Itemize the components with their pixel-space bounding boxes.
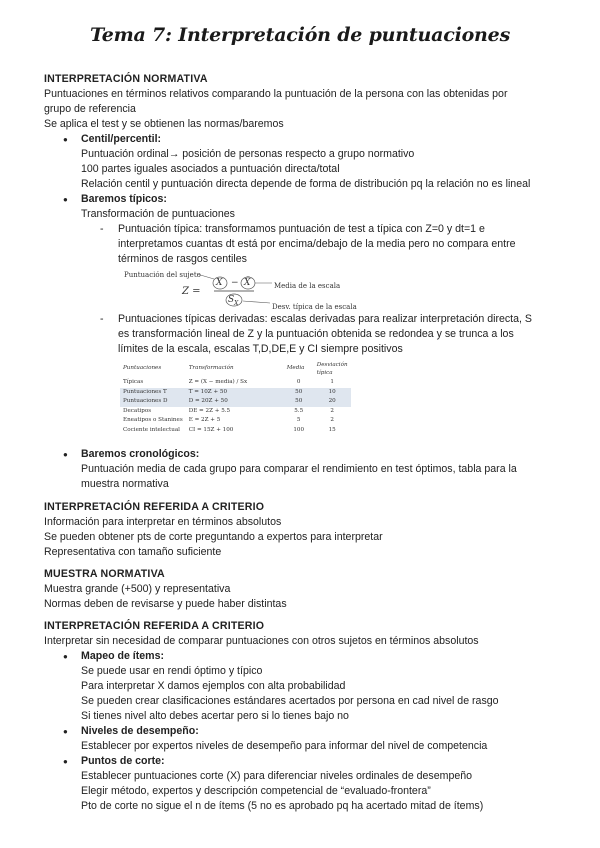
table-cell: CI = 15Z + 100 — [188, 426, 234, 433]
table-cell: 5 — [296, 417, 301, 424]
paragraph-line: Se pueden obtener pts de corte preguntando a expertos para interpretar — [44, 531, 383, 543]
table-header: Media — [286, 365, 305, 372]
heading-referida-criterio: INTERPRETACIÓN REFERIDA A CRITERIO — [44, 501, 265, 513]
list-item: Puntuación media de cada grupo para comparar el rendimiento en test óptimos, tabla para la — [81, 463, 517, 475]
list-item: Relación centil y puntuación directa depende de forma de distribución pq la relación no es lineal — [81, 178, 531, 190]
paragraph-line: Información para interpretar en términos absolutos — [44, 516, 282, 528]
table-row — [120, 407, 351, 417]
label-desv-tipica: Desv. típica de la escala — [272, 303, 357, 311]
table-cell: E = 2Z + 5 — [188, 417, 221, 424]
dash-item-puntuacion-tipica: - Puntuación típica: transformamos puntuación de test a típica con Z=0 y dt=1 e — [118, 222, 485, 237]
paragraph-line: Normas deben de revisarse y puede haber distintas — [44, 598, 287, 610]
table-cell: 20 — [314, 397, 351, 407]
paragraph-line: Interpretar sin necesidad de comparar puntuaciones con otros sujetos en términos absolutos — [44, 635, 479, 647]
table-row — [120, 416, 351, 426]
bullet-centil-label: ● Centil/percentil: — [81, 132, 161, 147]
list-item: Transformación de puntuaciones — [81, 208, 235, 220]
list-item: Pto de corte no sigue el n de ítems (5 no es aprobado pq ha acertado mitad de ítems) — [81, 800, 484, 812]
formula-xbar: X̄ — [244, 278, 251, 288]
list-item: es transformación lineal de Z y la puntuación obtenida se redondea y se trunca a los — [118, 328, 514, 340]
table-cell: DE = 2Z + 5.5 — [188, 407, 231, 414]
table-cell: 1 — [330, 379, 334, 385]
table-header: Puntuaciones — [123, 365, 162, 372]
list-item: Se puede usar en rendi óptimo y típico — [81, 665, 263, 677]
list-item: límites de la escala, escalas T,D,DE,E y CI siempre positivos — [118, 343, 403, 355]
heading-muestra-normativa: MUESTRA NORMATIVA — [44, 568, 165, 580]
table-header-row — [120, 360, 351, 378]
table-cell: D = 20Z + 50 — [186, 397, 284, 407]
paragraph-line: grupo de referencia — [44, 103, 136, 115]
list-item: Elegir método, expertos y descripción competencial de “evaluado-frontera” — [81, 785, 431, 797]
table-cell: 0 — [296, 379, 301, 385]
table-row — [120, 388, 351, 398]
label-puntuacion-sujeto: Puntuación del sujeto — [124, 271, 201, 279]
table-cell: 50 — [284, 388, 314, 398]
z-score-formula-figure — [122, 270, 357, 315]
formula-x: X — [216, 278, 223, 288]
bullet-puntos-corte-label: ● Puntos de corte: — [81, 754, 165, 769]
page-title: Tema 7: Interpretación de puntuaciones — [89, 24, 511, 46]
dash-item-puntuaciones-derivadas: - Puntuaciones típicas derivadas: escalas derivadas para realizar interpretación directa, S — [118, 312, 532, 327]
table-header: Desviación típica — [316, 362, 348, 376]
formula-sx: $S_X$ — [228, 295, 239, 307]
table-cell: 100 — [293, 426, 305, 433]
table-cell: 5.5 — [294, 407, 304, 414]
list-item: términos de rasgos centiles — [118, 253, 247, 265]
list-item: Puntuación ordinal→ posición de personas respecto a grupo normativo — [81, 148, 415, 160]
formula-z: Z = — [182, 286, 201, 297]
table-cell: 2 — [330, 407, 334, 414]
table-row — [120, 378, 351, 388]
table-cell: 15 — [328, 426, 336, 433]
table-header: Transformación — [188, 365, 234, 372]
table-cell: T = 10Z + 50 — [186, 388, 284, 398]
list-item: Establecer puntuaciones corte (X) para diferenciar niveles ordinales de desempeño — [81, 770, 473, 782]
list-item: Para interpretar X damos ejemplos con alta probabilidad — [81, 680, 346, 692]
list-item: muestra normativa — [81, 478, 169, 490]
label-media-escala: Media de la escala — [274, 282, 341, 290]
list-item: 100 partes iguales asociados a puntuación directa/total — [81, 163, 340, 175]
table-cell: Cociente intelectual — [123, 426, 180, 433]
list-item: Se pueden crear clasificaciones estándares acertados por persona en cad nivel de rasgo — [81, 695, 499, 707]
table-cell: Z = (X − media) / Sx — [188, 379, 248, 385]
bullet-baremos-cronologicos-label: ● Baremos cronológicos: — [81, 447, 199, 462]
heading-interpretacion-normativa: INTERPRETACIÓN NORMATIVA — [44, 73, 208, 85]
table-cell: 10 — [314, 388, 351, 398]
paragraph-line: Puntuaciones en términos relativos comparando la puntuación de la persona con las obtenidas por — [44, 88, 508, 100]
list-item: interpretamos cuantas dt está por encima/debajo de la media pero no compara entre — [118, 238, 516, 250]
paragraph-line: Se aplica el test y se obtienen las normas/baremos — [44, 118, 284, 130]
table-cell: Eneatipos o Stanines — [123, 417, 183, 424]
bullet-mapeo-items-label: ● Mapeo de ítems: — [81, 649, 164, 664]
table-cell: Decatipos — [123, 407, 152, 414]
table-cell: Puntuaciones D — [120, 397, 186, 407]
table-cell: Puntuaciones T — [120, 388, 186, 398]
table-row — [120, 397, 351, 407]
paragraph-line: Muestra grande (+500) y representativa — [44, 583, 231, 595]
heading-referida-criterio-2: INTERPRETACIÓN REFERIDA A CRITERIO — [44, 620, 265, 632]
table-row — [120, 426, 351, 436]
bullet-baremos-tipicos-label: ● Baremos típicos: — [81, 192, 167, 207]
derived-scores-table — [120, 360, 351, 436]
table-cell: 50 — [284, 397, 314, 407]
list-item: Si tienes nivel alto debes acertar pero si lo tienes bajo no — [81, 710, 349, 722]
list-item: Establecer por expertos niveles de desempeño para informar del nivel de competencia — [81, 740, 488, 752]
table-cell: Típicas — [123, 379, 144, 385]
formula-minus: − — [231, 278, 239, 288]
paragraph-line: Representativa con tamaño suficiente — [44, 546, 222, 558]
bullet-niveles-desempeno-label: ● Niveles de desempeño: — [81, 724, 199, 739]
table-cell: 2 — [330, 417, 334, 424]
